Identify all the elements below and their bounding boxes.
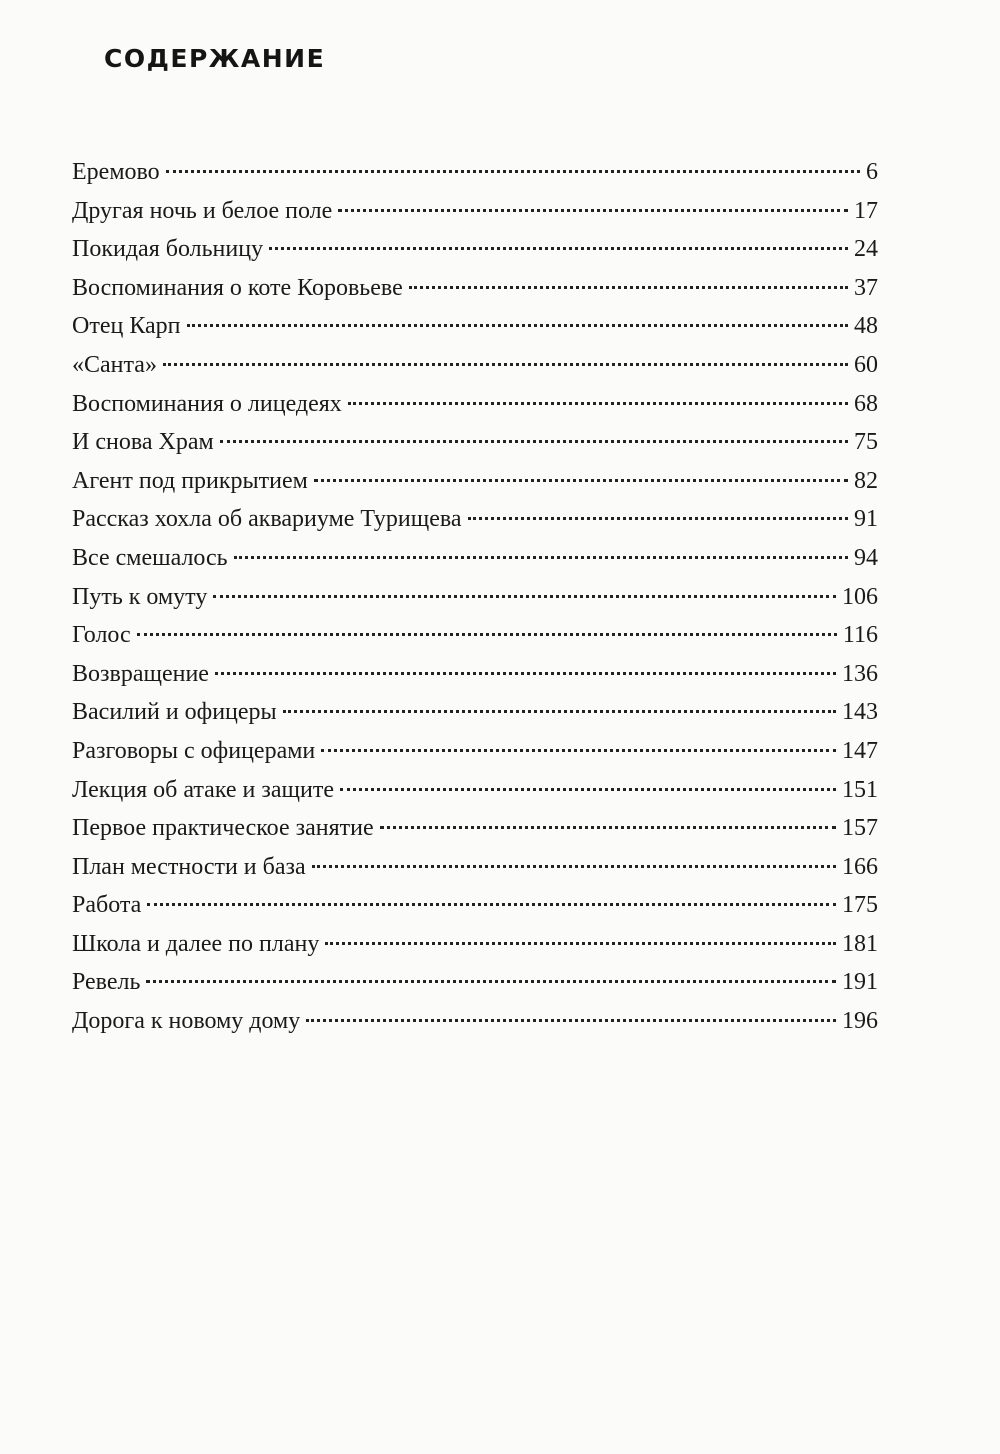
dot-leader: [321, 749, 836, 752]
toc-entry-title: Ревель: [72, 969, 141, 996]
toc-entry-page-number: 157: [842, 815, 878, 842]
toc-entry-title: «Санта»: [72, 351, 157, 378]
toc-entry: [72, 693, 878, 732]
toc-entry-title: Разговоры с офицерами: [72, 737, 316, 764]
toc-entry: [72, 655, 878, 694]
toc-entry-page-number: 196: [842, 1008, 878, 1035]
toc-entry: [72, 809, 878, 848]
toc-entry: [72, 886, 878, 925]
toc-entry: [72, 732, 878, 771]
toc-entry-title: Возвращение: [72, 660, 209, 687]
toc-entry-title: Отец Карп: [72, 313, 181, 340]
toc-entry-title: Покидая больницу: [72, 236, 264, 263]
toc-entry: [72, 925, 878, 964]
dot-leader: [147, 903, 836, 906]
dot-leader: [215, 672, 836, 675]
toc-entry-title: Все смешалось: [72, 544, 228, 571]
toc-entry: [72, 539, 878, 578]
toc-entry-page-number: 136: [842, 660, 878, 687]
toc-entry-page-number: 143: [842, 699, 878, 726]
toc-entry-page-number: 37: [854, 274, 878, 301]
dot-leader: [325, 942, 836, 945]
toc-entry-page-number: 91: [854, 506, 878, 533]
toc-entry-page-number: 181: [842, 930, 878, 957]
toc-entry-page-number: 24: [854, 236, 878, 263]
dot-leader: [340, 788, 836, 791]
toc-entry-title: Другая ночь и белое поле: [72, 197, 333, 224]
dot-leader: [187, 324, 848, 327]
toc-entry-title: Дорога к новому дому: [72, 1008, 301, 1035]
toc-entry: [72, 462, 878, 501]
toc-entry-page-number: 151: [842, 776, 878, 803]
toc-entry: [72, 500, 878, 539]
dot-leader: [468, 517, 848, 520]
toc-entry: [72, 307, 878, 346]
dot-leader: [166, 170, 860, 173]
toc-entry-title: Воспоминания о лицедеях: [72, 390, 342, 417]
toc-entry-title: И снова Храм: [72, 429, 214, 456]
dot-leader: [220, 440, 848, 443]
toc-entry-page-number: 60: [854, 351, 878, 378]
toc-entry-title: План местности и база: [72, 853, 306, 880]
toc-entry: [72, 616, 878, 655]
toc-entry: [72, 848, 878, 887]
dot-leader: [163, 363, 848, 366]
dot-leader: [234, 556, 848, 559]
toc-entry: [72, 153, 878, 192]
toc-entry-title: Школа и далее по плану: [72, 930, 320, 957]
toc-entry-page-number: 68: [854, 390, 878, 417]
toc-entry: [72, 385, 878, 424]
dot-leader: [137, 633, 837, 636]
toc-entry-page-number: 191: [842, 969, 878, 996]
toc-entry: [72, 269, 878, 308]
toc-entry-page-number: 94: [854, 544, 878, 571]
toc-entry-page-number: 147: [842, 737, 878, 764]
toc-entry-title: Василий и офицеры: [72, 699, 277, 726]
toc-entry-page-number: 6: [866, 159, 878, 185]
dot-leader: [314, 479, 848, 482]
toc-entry: [72, 1002, 878, 1041]
dot-leader: [306, 1019, 836, 1022]
toc-entry: [72, 771, 878, 810]
dot-leader: [380, 826, 836, 829]
dot-leader: [146, 980, 836, 983]
toc-entry-title: Воспоминания о коте Коровьеве: [72, 274, 403, 301]
table-of-contents: [72, 153, 878, 1041]
toc-entry-title: Еремово: [72, 159, 160, 185]
toc-entry-page-number: 48: [854, 313, 878, 340]
toc-entry: [72, 192, 878, 231]
toc-entry-title: Агент под прикрытием: [72, 467, 308, 494]
toc-entry-page-number: 116: [842, 622, 878, 649]
toc-entry: [72, 578, 878, 617]
dot-leader: [283, 710, 836, 713]
toc-entry: [72, 423, 878, 462]
dot-leader: [348, 402, 848, 405]
toc-entry: [72, 963, 878, 1002]
toc-entry: [72, 346, 878, 385]
dot-leader: [312, 865, 836, 868]
toc-entry-title: Лекция об атаке и защите: [72, 776, 334, 803]
toc-entry-page-number: 175: [842, 892, 878, 919]
dot-leader: [338, 209, 848, 212]
toc-entry-page-number: 166: [842, 853, 878, 880]
toc-entry-page-number: 82: [854, 467, 878, 494]
toc-entry-title: Первое практическое занятие: [72, 815, 374, 842]
dot-leader: [409, 286, 848, 289]
toc-entry-title: Голос: [72, 622, 131, 649]
toc-entry-page-number: 106: [842, 583, 878, 610]
toc-entry: [72, 230, 878, 269]
toc-entry-title: Работа: [72, 892, 142, 919]
dot-leader: [213, 595, 836, 598]
dot-leader: [269, 247, 848, 250]
contents-heading: СОДЕРЖАНИЕ: [104, 44, 326, 73]
toc-entry-title: Рассказ хохла об аквариуме Турищева: [72, 506, 462, 533]
toc-entry-page-number: 75: [854, 429, 878, 456]
toc-entry-page-number: 17: [854, 197, 878, 224]
toc-entry-title: Путь к омуту: [72, 583, 208, 610]
